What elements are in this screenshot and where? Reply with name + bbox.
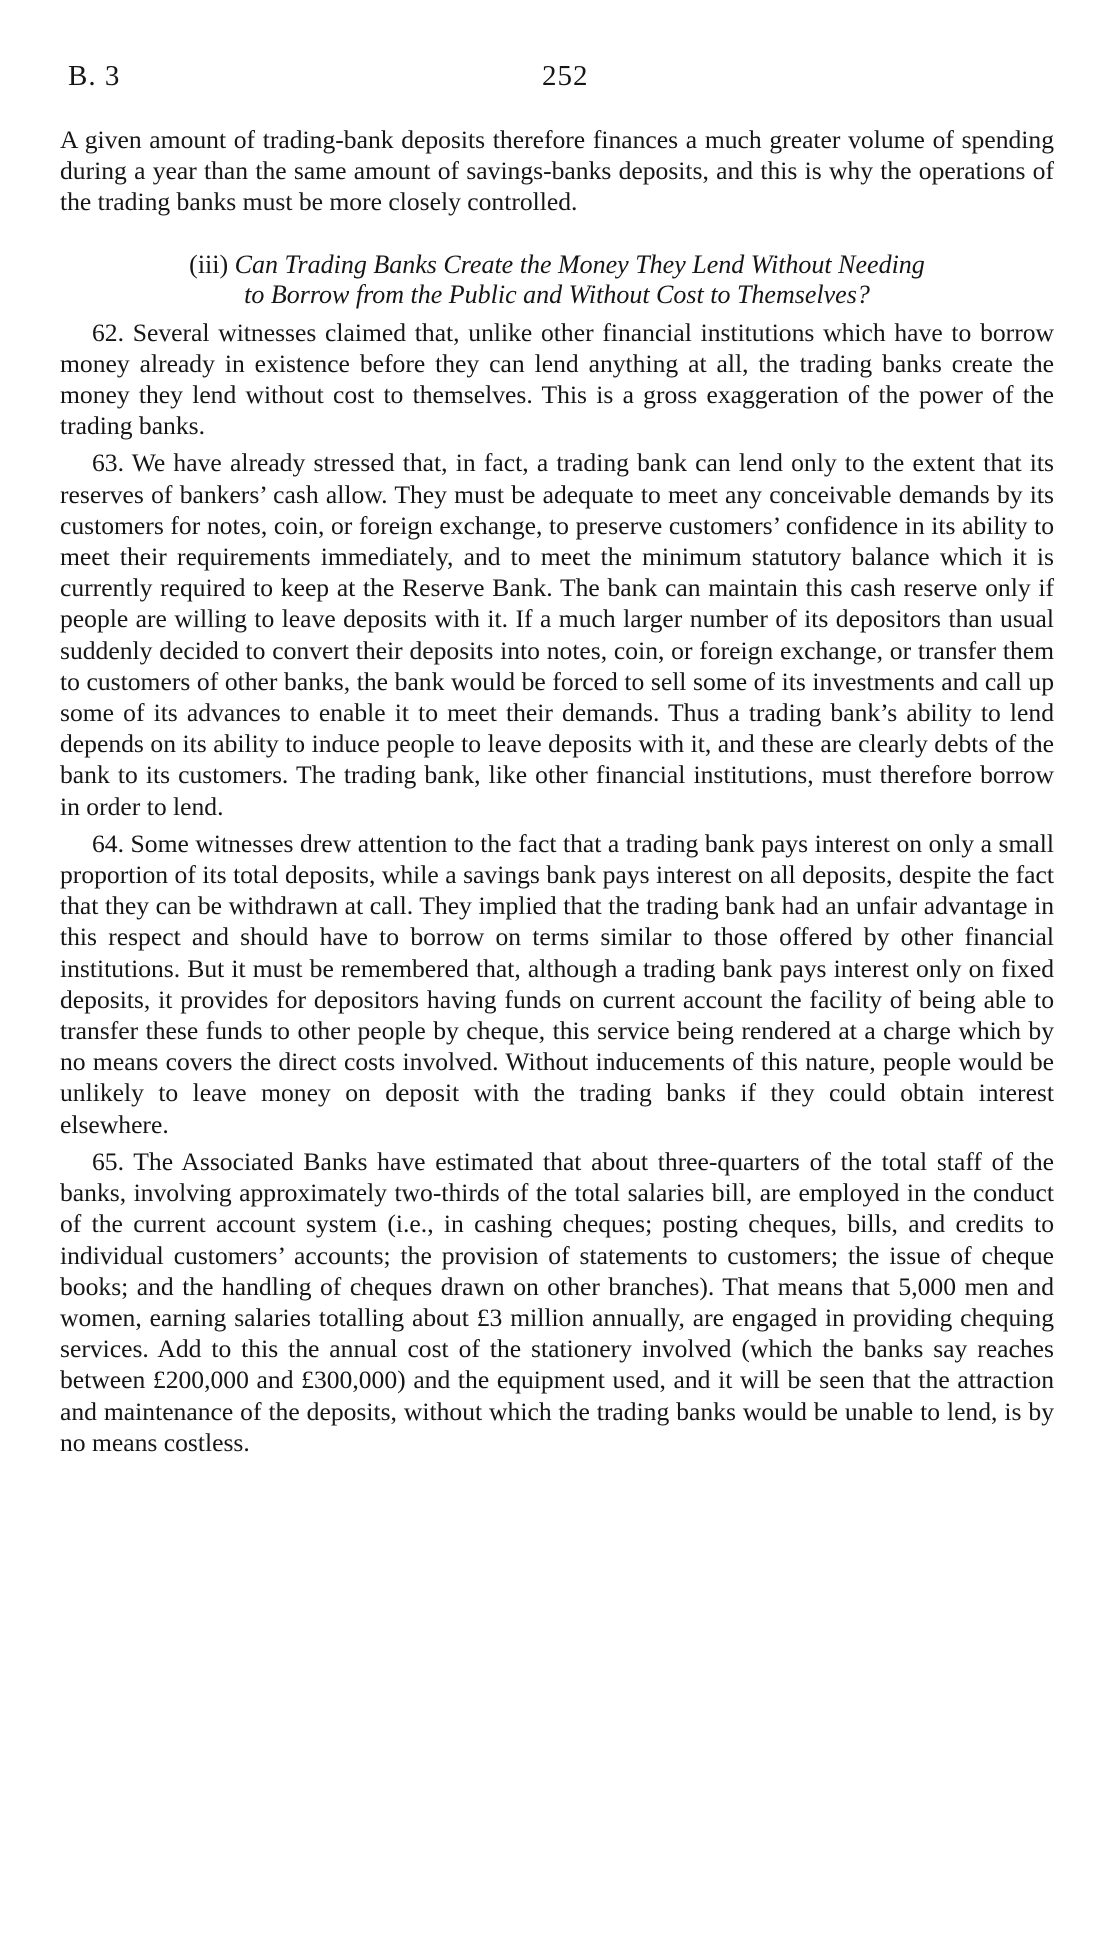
paragraph-63: 63. We have already stressed that, in fact, a trading bank can lend only to the extent that its reserves of bankers’ cash allow. They must be adequate to meet any conceivable demands by its customers for notes, coin, or foreign exchange, to preserve customers’ confidence in its ability to meet their requirements immediately, and to meet the minimum statutory balance which it is currently required to keep at the Reserve Bank. The bank can maintain this cash reserve only if people are willing to leave deposits with it. If a much larger number of its depositors than usual suddenly decided to convert their deposits into notes, coin, or foreign exchange, or transfer them to customers of other banks, the bank would be forced to sell some of its investments and call up some of its advances to enable it to meet their demands. Thus a trading bank’s ability to lend depends on its ability to induce people to leave deposits with it, and these are clearly debts of the bank to its customers. The trading bank, like other financial institutions, must therefore borrow in order to lend. [60, 448, 1054, 821]
paragraph-65: 65. The Associated Banks have estimated that about three-quarters of the total staff of the banks, involving approximately two-thirds of the total salaries bill, are employed in the conduct of the current account system (i.e., in cashing cheques; posting cheques, bills, and credits to individual customers’ accounts; the provision of statements to customers; the issue of cheque books; and the handling of cheques drawn on other branches). That means that 5,000 men and women, earning salaries totalling about £3 million annually, are engaged in providing chequing services. Add to this the annual cost of the stationery involved (which the banks say reaches between £200,000 and £300,000) and the equipment used, and it will be seen that the attraction and maintenance of the deposits, without which the trading banks would be unable to lend, is by no means costless. [60, 1146, 1054, 1457]
section-heading [60, 250, 1054, 310]
document-page [60, 50, 1054, 1458]
page-number: 252 [542, 60, 589, 92]
page-header [60, 50, 1054, 102]
paragraph-64: 64. Some witnesses drew attention to the fact that a trading bank pays interest on only a small proportion of its total deposits, while a savings bank pays interest on all deposits, despite the fact that they can be withdrawn at call. They implied that the trading bank had an unfair advantage in this respect and should have to borrow on terms similar to those offered by other financial institutions. But it must be remembered that, although a trading bank pays interest only on fixed deposits, it provides for depositors having funds on current account the facility of being able to transfer these funds to other people by cheque, this service being rendered at a charge which by no means covers the direct costs involved. Without inducements of this nature, people would be unlikely to leave money on deposit with the trading banks if they could obtain interest elsewhere. [60, 828, 1054, 1139]
paragraph-intro: A given amount of trading-bank deposits therefore finances a much greater volume of spending during a year than the same amount of savings-banks deposits, and this is why the operations of the trading banks must be more closely controlled. [60, 125, 1054, 217]
paragraph-62: 62. Several witnesses claimed that, unlike other financial institutions which have to borrow money already in existence before they can lend anything at all, the trading banks create the money they lend without cost to themselves. This is a gross exaggeration of the power of the trading banks. [60, 317, 1054, 441]
section-heading-title-1: Can Trading Banks Create the Money They Lend Without Needing [234, 249, 925, 279]
series-code: B. 3 [68, 60, 121, 92]
section-number: (iii) [189, 249, 229, 279]
section-heading-line-2: to Borrow from the Public and Without Cost to Themselves? [244, 279, 870, 309]
section-heading-line-1 [60, 250, 1054, 280]
